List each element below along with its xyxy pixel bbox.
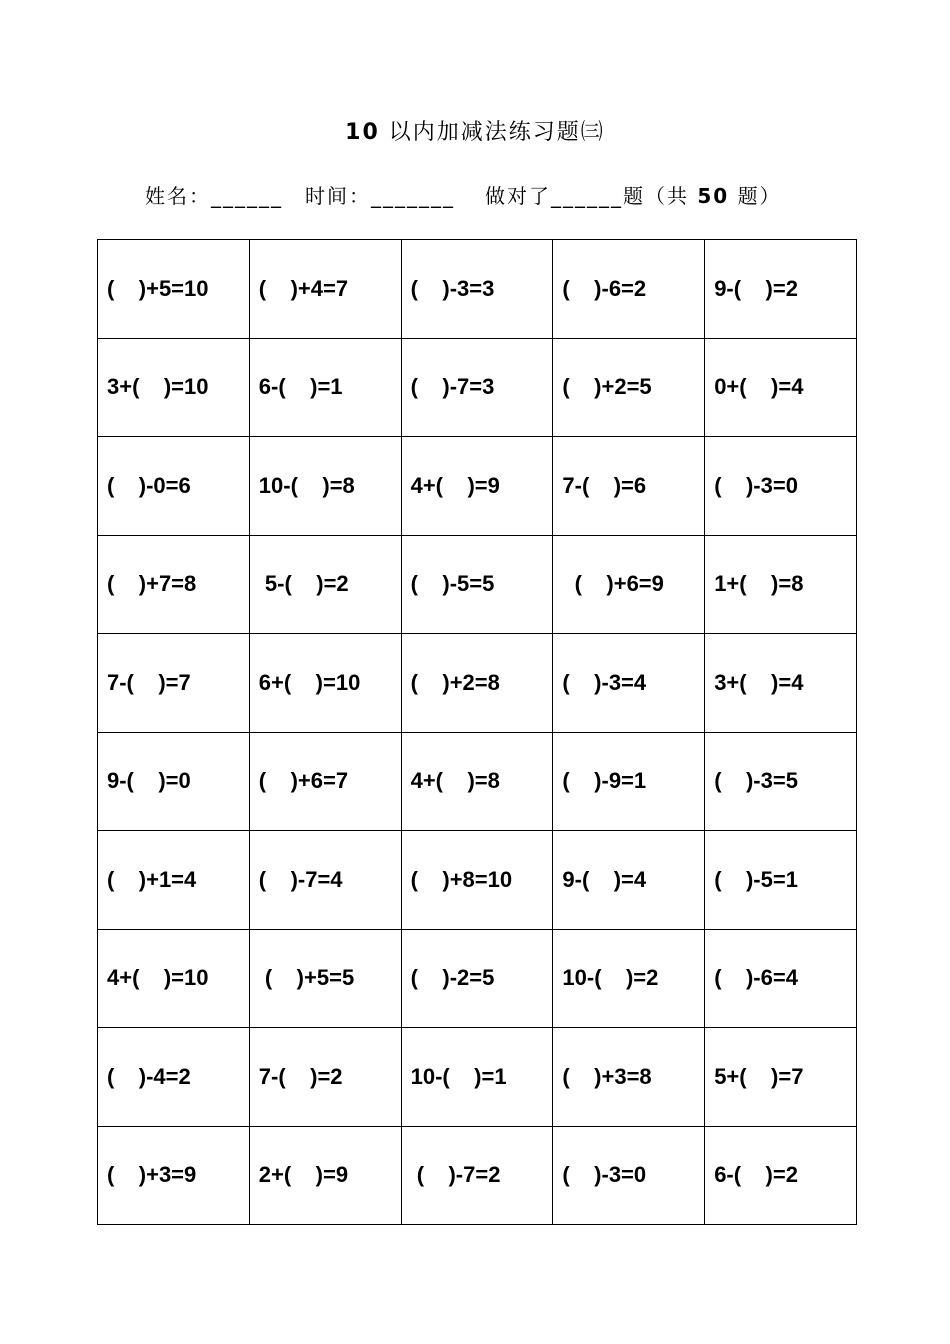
- problem-cell[interactable]: ( )+3=8: [553, 1028, 705, 1127]
- problem-cell[interactable]: 10-( )=2: [553, 929, 705, 1028]
- title-text: 以内加减法练习题㈢: [388, 120, 605, 145]
- problem-cell[interactable]: ( )+2=5: [553, 338, 705, 437]
- problem-cell[interactable]: ( )+5=5: [249, 929, 401, 1028]
- problem-cell[interactable]: 4+( )=8: [401, 732, 553, 831]
- problem-cell[interactable]: ( )-0=6: [98, 437, 250, 536]
- problem-cell[interactable]: ( )-9=1: [553, 732, 705, 831]
- problem-cell[interactable]: 0+( )=4: [705, 338, 857, 437]
- problem-cell[interactable]: ( )-7=2: [401, 1126, 553, 1225]
- problem-cell[interactable]: ( )-3=0: [553, 1126, 705, 1225]
- problem-grid: [97, 239, 857, 1225]
- problem-row: [98, 240, 857, 339]
- problem-cell[interactable]: ( )-4=2: [98, 1028, 250, 1127]
- problem-cell[interactable]: ( )+7=8: [98, 535, 250, 634]
- problem-cell[interactable]: 2+( )=9: [249, 1126, 401, 1225]
- problem-cell[interactable]: 6-( )=2: [705, 1126, 857, 1225]
- problem-row: [98, 1126, 857, 1225]
- problem-cell[interactable]: ( )-6=2: [553, 240, 705, 339]
- problem-row: [98, 437, 857, 536]
- problem-cell[interactable]: 4+( )=9: [401, 437, 553, 536]
- problem-cell[interactable]: 3+( )=4: [705, 634, 857, 733]
- total-suffix: 题）: [737, 184, 782, 208]
- correct-suffix: 题（共: [623, 184, 689, 208]
- problem-cell[interactable]: ( )-6=4: [705, 929, 857, 1028]
- problem-cell[interactable]: ( )-5=5: [401, 535, 553, 634]
- problem-cell[interactable]: ( )-7=4: [249, 831, 401, 930]
- problem-cell[interactable]: ( )-3=5: [705, 732, 857, 831]
- problem-row: [98, 338, 857, 437]
- problem-cell[interactable]: ( )-5=1: [705, 831, 857, 930]
- problem-row: [98, 634, 857, 733]
- problem-cell[interactable]: ( )+1=4: [98, 831, 250, 930]
- problem-row: [98, 831, 857, 930]
- problem-cell[interactable]: ( )-3=4: [553, 634, 705, 733]
- problem-cell[interactable]: 7-( )=6: [553, 437, 705, 536]
- problem-cell[interactable]: 1+( )=8: [705, 535, 857, 634]
- problem-cell[interactable]: ( )-7=3: [401, 338, 553, 437]
- problem-cell[interactable]: 7-( )=2: [249, 1028, 401, 1127]
- problem-row: [98, 1028, 857, 1127]
- problem-cell[interactable]: ( )-3=0: [705, 437, 857, 536]
- problem-cell[interactable]: 10-( )=8: [249, 437, 401, 536]
- problem-cell[interactable]: 9-( )=0: [98, 732, 250, 831]
- problem-cell[interactable]: 6-( )=1: [249, 338, 401, 437]
- problem-cell[interactable]: ( )+3=9: [98, 1126, 250, 1225]
- name-blank[interactable]: ______: [211, 184, 283, 208]
- problem-cell[interactable]: 4+( )=10: [98, 929, 250, 1028]
- correct-label: 做对了: [485, 184, 551, 208]
- problem-cell[interactable]: ( )-3=3: [401, 240, 553, 339]
- problem-cell[interactable]: ( )+6=7: [249, 732, 401, 831]
- title-number: 10: [345, 120, 380, 145]
- problem-cell[interactable]: 5+( )=7: [705, 1028, 857, 1127]
- problem-cell[interactable]: ( )+2=8: [401, 634, 553, 733]
- problem-cell[interactable]: 7-( )=7: [98, 634, 250, 733]
- problem-cell[interactable]: ( )+8=10: [401, 831, 553, 930]
- correct-blank[interactable]: ______: [551, 184, 623, 208]
- problem-cell[interactable]: 9-( )=2: [705, 240, 857, 339]
- total-count: 50: [697, 184, 730, 208]
- problem-cell[interactable]: 10-( )=1: [401, 1028, 553, 1127]
- student-info-line: [145, 181, 782, 211]
- time-blank[interactable]: _______: [371, 184, 455, 208]
- problem-cell[interactable]: 6+( )=10: [249, 634, 401, 733]
- problem-cell[interactable]: 5-( )=2: [249, 535, 401, 634]
- time-label: 时间：: [305, 184, 371, 208]
- problem-cell[interactable]: ( )+5=10: [98, 240, 250, 339]
- name-label: 姓名：: [145, 184, 211, 208]
- problem-cell[interactable]: ( )-2=5: [401, 929, 553, 1028]
- problem-row: [98, 929, 857, 1028]
- problem-cell[interactable]: 3+( )=10: [98, 338, 250, 437]
- problem-cell[interactable]: 9-( )=4: [553, 831, 705, 930]
- problem-row: [98, 535, 857, 634]
- problem-cell[interactable]: ( )+6=9: [553, 535, 705, 634]
- worksheet-title: [0, 118, 950, 148]
- problem-cell[interactable]: ( )+4=7: [249, 240, 401, 339]
- problem-row: [98, 732, 857, 831]
